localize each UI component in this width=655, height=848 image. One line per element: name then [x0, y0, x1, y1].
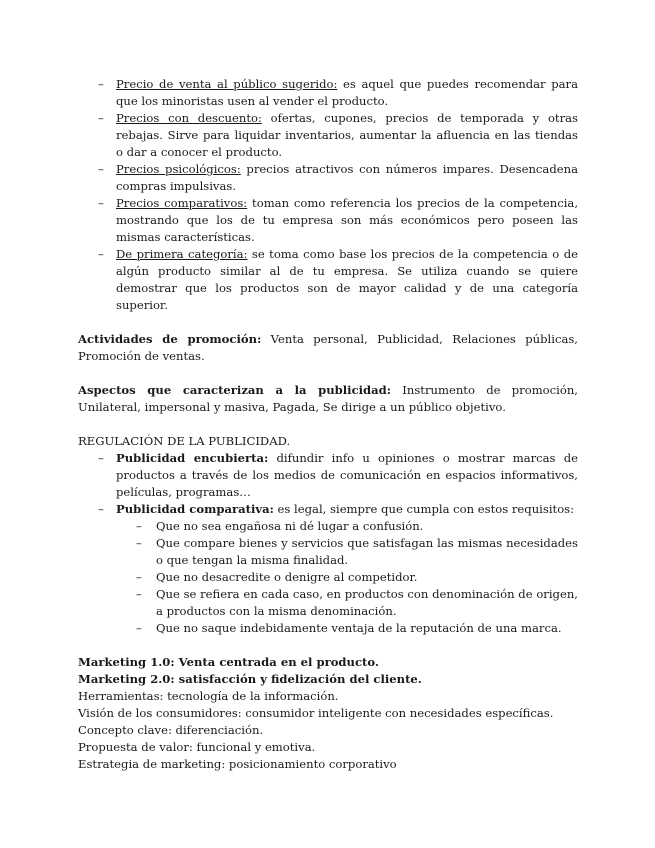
list-item: [78, 110, 578, 161]
price-term: Precios psicológicos:: [116, 162, 241, 176]
regulation-term: Publicidad comparativa:: [116, 502, 274, 516]
document-page: [78, 76, 578, 773]
price-term: Precio de venta al público sugerido:: [116, 77, 338, 91]
requirement-item: – Que no sea engañosa ni dé lugar a confusión.: [116, 518, 578, 535]
marketing-line: Herramientas: tecnología de la información.: [78, 689, 339, 703]
list-item: [78, 246, 578, 314]
price-term: Precios con descuento:: [116, 111, 262, 125]
price-definition: toman como referencia los precios de la competencia, mostrando que los de tu empresa son más económicos pero poseen las mismas características.: [116, 196, 579, 244]
marketing-line: Estrategia de marketing: posicionamiento corporativo: [78, 757, 397, 771]
promotion-label: Actividades de promoción:: [78, 332, 262, 346]
requirements-list: [78, 518, 578, 637]
regulation-heading: REGULACIÓN DE LA PUBLICIDAD.: [78, 434, 291, 448]
aspects-label: Aspectos que caracterizan a la publicidad:: [78, 383, 392, 397]
marketing-line: Concepto clave: diferenciación.: [78, 723, 264, 737]
marketing-line: Propuesta de valor: funcional y emotiva.: [78, 740, 316, 754]
price-definition: precios atractivos con números impares. Desencadena compras impulsivas.: [116, 162, 578, 193]
requirement-item: – Que compare bienes y servicios que satisfagan las mismas necesidades o que tengan la misma finalidad.: [116, 535, 578, 569]
regulation-definition: es legal, siempre que cumpla con estos requisitos:: [273, 502, 575, 516]
regulation-term: Publicidad encubierta:: [116, 451, 269, 465]
list-item: [78, 76, 578, 110]
price-definition: se toma como base los precios de la competencia o de algún producto similar al de tu empresa. Se utiliza cuando se quiere demostrar que los productos son de mayor calidad y de una categoría superior.: [116, 247, 578, 312]
price-definition: ofertas, cupones, precios de temporada y otras rebajas. Sirve para liquidar inventarios, aumentar la afluencia en las tiendas o dar a conocer el producto.: [116, 111, 578, 159]
requirement-item: – Que no desacredite o denigre al competidor.: [116, 569, 578, 586]
regulation-definition: difundir info u opiniones o mostrar marcas de productos a través de los medios de comunicación en espacios informativos, películas, programas…: [116, 451, 578, 499]
list-item: [78, 450, 578, 501]
marketing-2-heading: Marketing 2.0: satisfacción y fidelización del cliente.: [78, 672, 422, 686]
list-item: [78, 161, 578, 195]
advertising-aspects: [78, 382, 578, 416]
marketing-1-heading: Marketing 1.0: Venta centrada en el producto.: [78, 655, 379, 669]
price-types-list: [78, 76, 578, 314]
promotion-activities: [78, 331, 578, 365]
promotion-text: Venta personal, Publicidad, Relaciones públicas, Promoción de ventas.: [78, 332, 578, 363]
aspects-text: Instrumento de promoción, Unilateral, impersonal y masiva, Pagada, Se dirige a un público objetivo.: [78, 383, 578, 414]
price-definition: es aquel que puedes recomendar para que los minoristas usen al vender el producto.: [116, 77, 578, 108]
marketing-line: Visión de los consumidores: consumidor inteligente con necesidades específicas.: [78, 706, 554, 720]
price-term: De primera categoría:: [116, 247, 248, 261]
price-term: Precios comparativos:: [116, 196, 248, 210]
requirement-item: – Que no saque indebidamente ventaja de la reputación de una marca.: [116, 620, 578, 637]
regulation-list: [78, 450, 578, 518]
list-item: [78, 501, 578, 518]
list-item: [78, 195, 578, 246]
requirement-item: – Que se refiera en cada caso, en productos con denominación de origen, a productos con la misma denominación.: [116, 586, 578, 620]
